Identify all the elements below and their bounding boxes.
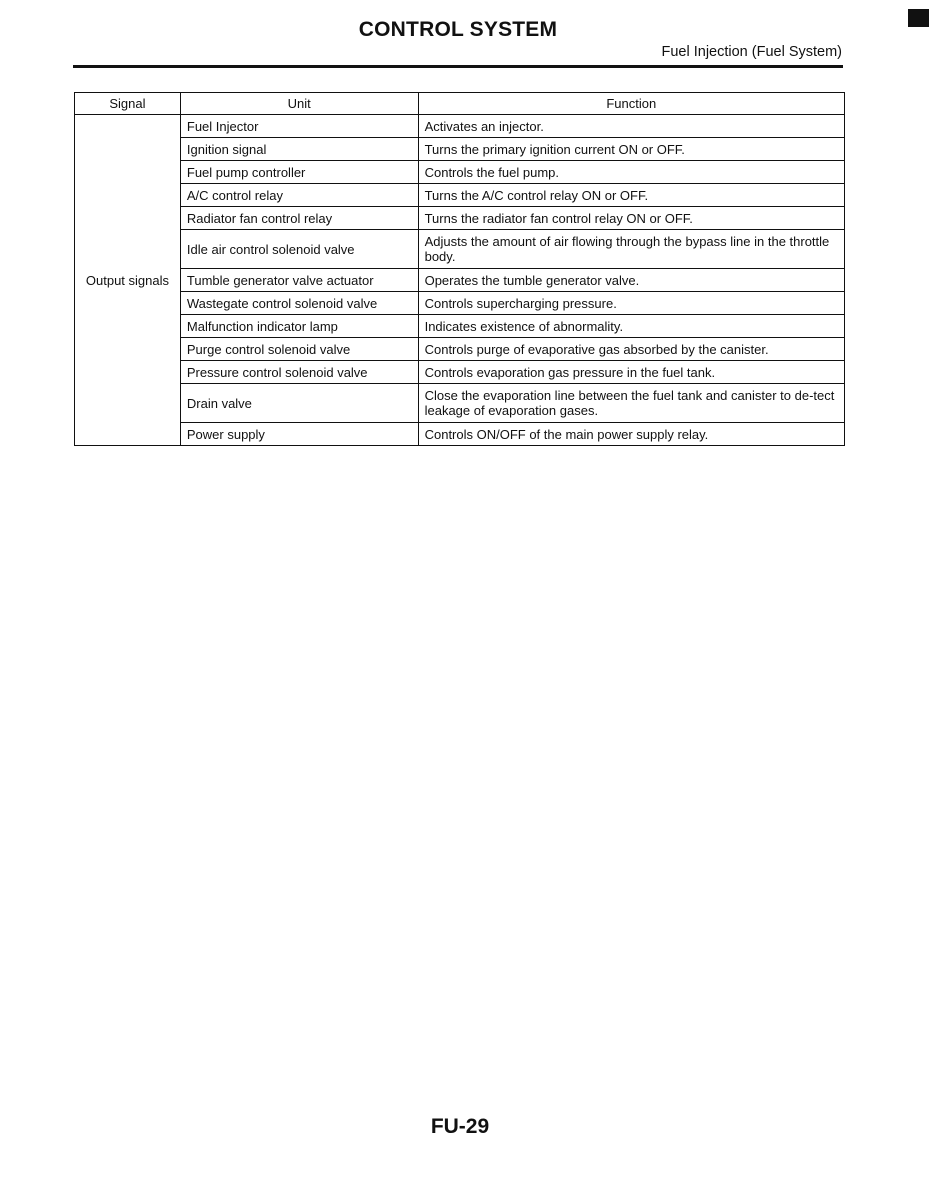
function-cell: Controls evaporation gas pressure in the fuel tank. — [418, 361, 844, 384]
function-cell: Indicates existence of abnormality. — [418, 315, 844, 338]
table-row — [75, 207, 845, 230]
function-cell: Turns the radiator fan control relay ON or OFF. — [418, 207, 844, 230]
function-cell: Operates the tumble generator valve. — [418, 269, 844, 292]
unit-cell: Tumble generator valve actuator — [180, 269, 418, 292]
function-cell: Close the evaporation line between the fuel tank and canister to de-tect leakage of evaporation gases. — [418, 384, 844, 423]
function-cell: Controls supercharging pressure. — [418, 292, 844, 315]
unit-cell: Fuel pump controller — [180, 161, 418, 184]
function-cell: Controls purge of evaporative gas absorbed by the canister. — [418, 338, 844, 361]
table-body — [75, 115, 845, 446]
table-row — [75, 184, 845, 207]
function-cell: Adjusts the amount of air flowing through the bypass line in the throttle body. — [418, 230, 844, 269]
unit-cell: Idle air control solenoid valve — [180, 230, 418, 269]
table-row — [75, 338, 845, 361]
table-row — [75, 138, 845, 161]
unit-cell: Ignition signal — [180, 138, 418, 161]
table-row — [75, 423, 845, 446]
table-row — [75, 292, 845, 315]
signal-group-cell: Output signals — [75, 115, 181, 446]
table-row — [75, 315, 845, 338]
table-header — [75, 93, 845, 115]
unit-cell: Radiator fan control relay — [180, 207, 418, 230]
section-title: Fuel Injection (Fuel System) — [661, 44, 842, 60]
unit-cell: Wastegate control solenoid valve — [180, 292, 418, 315]
output-signals-table — [74, 92, 845, 446]
function-cell: Turns the primary ignition current ON or OFF. — [418, 138, 844, 161]
function-cell: Controls ON/OFF of the main power supply relay. — [418, 423, 844, 446]
function-cell: Activates an injector. — [418, 115, 844, 138]
page-number: FU-29 — [430, 1115, 490, 1138]
unit-cell: Drain valve — [180, 384, 418, 423]
column-header-function: Function — [418, 93, 844, 115]
table-row — [75, 269, 845, 292]
unit-cell: Malfunction indicator lamp — [180, 315, 418, 338]
table-row — [75, 115, 845, 138]
function-cell: Controls the fuel pump. — [418, 161, 844, 184]
unit-cell: Pressure control solenoid valve — [180, 361, 418, 384]
table-row — [75, 384, 845, 423]
unit-cell: A/C control relay — [180, 184, 418, 207]
header-rule — [73, 65, 843, 68]
table-row — [75, 230, 845, 269]
unit-cell: Purge control solenoid valve — [180, 338, 418, 361]
column-header-signal: Signal — [75, 93, 181, 115]
page-title: CONTROL SYSTEM — [358, 18, 558, 41]
function-cell: Turns the A/C control relay ON or OFF. — [418, 184, 844, 207]
table-row — [75, 161, 845, 184]
table-header-row — [75, 93, 845, 115]
unit-cell: Power supply — [180, 423, 418, 446]
unit-cell: Fuel Injector — [180, 115, 418, 138]
table-row — [75, 361, 845, 384]
column-header-unit: Unit — [180, 93, 418, 115]
